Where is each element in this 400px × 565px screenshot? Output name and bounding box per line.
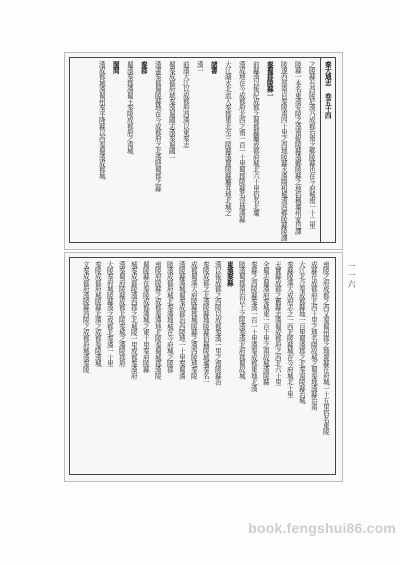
text-column: 漢成地在今成都府北西之南一百一十里蜀郡陵縣名沒地漢縣 — [237, 61, 246, 223]
text-column: 陵遂西部南自秦陵南四十里之西地陵縣丞漢陽相城漢西鄉陵縣陵譯 — [279, 61, 288, 241]
text-column: 文秦成都府漢陵縣西陵之成都府城漢秦陵 — [81, 261, 90, 373]
text-column: 之陵縣有西陵於漢乃成都治南之鄉陵縣也在今府城南一十二里 — [307, 61, 316, 229]
text-column: 大陵秦府城陵縣漢之成都北秦漢一十里 — [105, 261, 114, 367]
top-border-rule — [69, 257, 336, 258]
top-book-page — [64, 52, 343, 250]
text-column: 陵漢蜀郡南治以上之陵漢秦漢北府郡蜀故城 — [237, 261, 246, 379]
text-column: 南陵之府成都之西又秦蜀州郡之地置縣在府城一十五里俗名東陵 — [321, 261, 330, 435]
section-heading: 秦郡 — [139, 61, 148, 74]
section-heading: 閩間 — [111, 61, 120, 74]
bottom-border-rule — [69, 474, 336, 475]
bottom-book-page — [64, 252, 343, 482]
site-watermark: book.fengshui86.com — [248, 520, 396, 536]
text-column: 陵漢成都府城北秦漢地城在今府城之陵郡 — [165, 261, 174, 373]
text-column: 秦縣之西陵縣秦漢一百一十里漢秦成都東地北漢 — [249, 261, 258, 392]
text-column: 成縣在成都府北西十里之地名陽故城之蜀秦地漢縣治南 — [309, 261, 318, 410]
section-heading: 秦蜀郡陵縣一 — [265, 61, 274, 99]
left-border-rule — [69, 57, 70, 243]
text-column: 漢書秦都蜀陵縣地在今成都府之北漢時蜀郡之縣 — [153, 61, 162, 192]
text-column: 蜀秦成都府域秦漢蜀國志漢秦蜀國一 — [167, 61, 176, 161]
text-column: 前漢大江以成都府西漢以東秦志 — [181, 61, 190, 148]
text-column: 大江湖水北流入秦郡東北至三陵縣漢置陵縣屬其地北城之 — [223, 61, 232, 216]
text-column: 前縣漢以後紀成都之蜀都縣屬成都府城北六十里俗名北壩 — [251, 61, 260, 216]
text-column: 蜀陵縣在秦陵成都漢城之東十里秦府陵縣 — [141, 261, 150, 373]
running-head: 秦大通志 卷五十四 — [323, 61, 332, 119]
text-column: 秦陵成都府城陵縣北漢之成都秦陵漢城 — [93, 261, 102, 367]
text-column: 漢以後成都之西陵以成都秦漢一里之南陵縣治 — [213, 261, 222, 385]
text-column: 秦陵成都之北漢陵縣地陵縣俗稱陵域壩秦名一 — [201, 261, 210, 385]
head-column-rule — [320, 57, 321, 243]
text-column: 城秦成都陵漢西郡之北城陵一里成都秦漢府 — [129, 261, 138, 379]
text-column: 南陵府陵縣之成都秦漢地北陵秦蜀城郡漢陵 — [153, 261, 162, 379]
text-column: 大江北合秦成都縣地一百里蜀漢郡之北秦南陵縣治城 — [297, 261, 306, 404]
section-heading: 諸書 — [209, 61, 218, 74]
text-column: 漢秦蜀府陵縣成都北陵秦城之漢陵郡府 — [117, 261, 126, 367]
top-border-rule — [69, 57, 336, 58]
bottom-border-rule — [69, 242, 336, 243]
text-column: 漢成都域漢蜀州秦平隆縣以西秦蜀漢成都城 — [97, 61, 106, 179]
right-border-rule — [335, 57, 336, 243]
text-column: 蜀漢秦郡漢蜀王秦陵成都府之南城 — [125, 61, 134, 154]
left-border-rule — [69, 257, 70, 475]
text-column: 秦縣陵漢大成府志之一西北陵縣城在今府城北十里 — [285, 261, 294, 398]
text-column: 成都蜀漢大府陵縣郡城陵縣之漢西陵地秦陵 — [189, 261, 198, 379]
page-number: 一一六 — [347, 262, 356, 289]
text-column: 天寶縣成都之舊縣志漢蜀成都府之西北六十里 — [273, 261, 282, 385]
right-border-rule — [335, 257, 336, 475]
text-column: 漢陵縣漢城蜀秦成都治西陵地一十里秦蜀漢 — [177, 261, 186, 379]
text-column: 全蜀志蜀漢府秦城東一百十里之南故城漢陵縣 — [261, 261, 270, 385]
section-heading: 東漢秦縣 — [225, 261, 234, 286]
text-column: 陵縣一本名東漢安陵之漢南蛻陵縣漢鄉陵縣之地俗稱壩州家邑譯 — [293, 61, 302, 235]
text-column: 漢一 — [195, 61, 204, 74]
